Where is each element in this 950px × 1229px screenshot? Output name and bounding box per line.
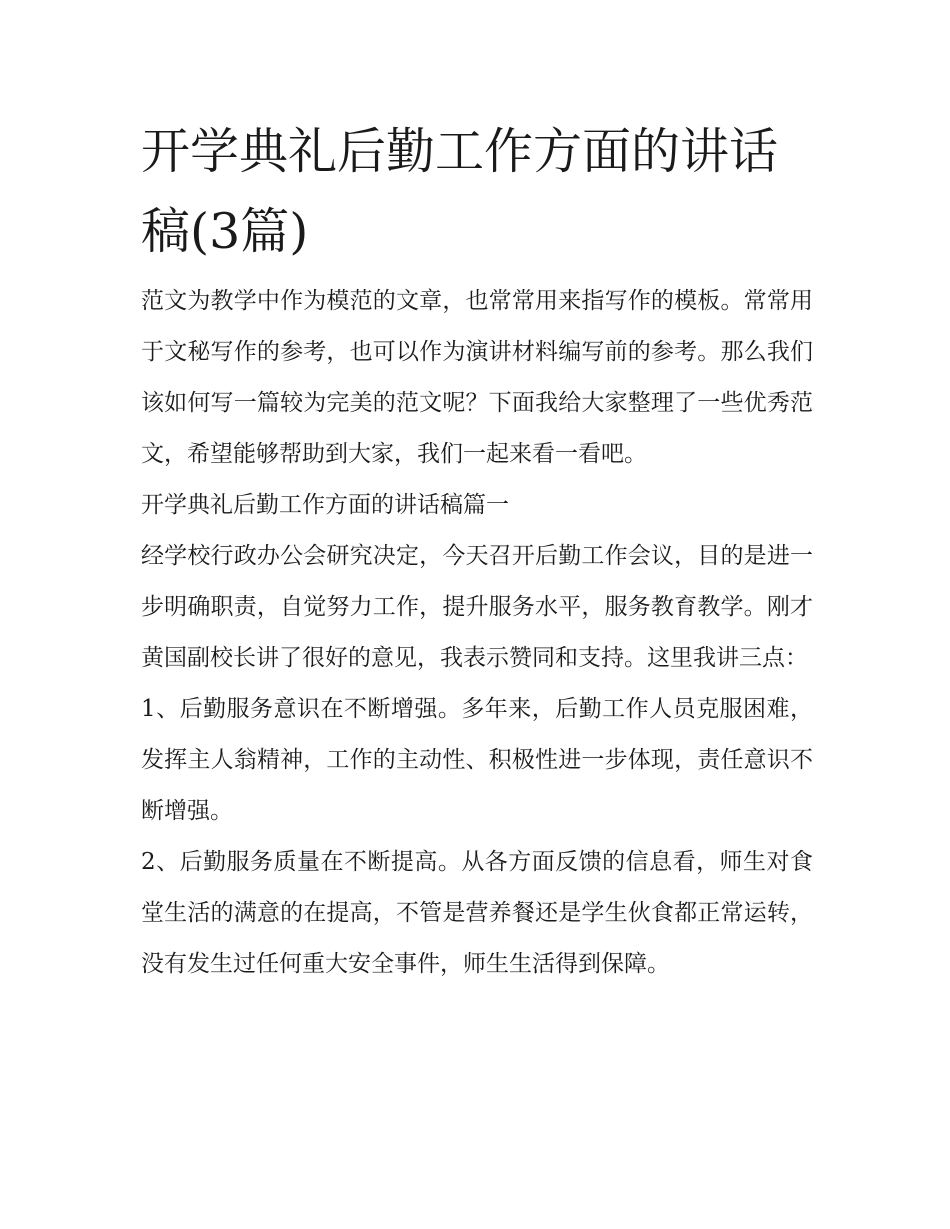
point-two-paragraph: 2、后勤服务质量在不断提高。从各方面反馈的信息看，师生对食堂生活的满意的在提高，不管是营养餐还是学生伙食都正常运转，没有发生过任何重大安全事件，师生生活得到保障。 — [141, 849, 813, 977]
section-heading: 开学典礼后勤工作方面的讲话稿篇一 — [141, 492, 509, 518]
intro-paragraph: 范文为教学中作为模范的文章，也常常用来指写作的模板。常常用于文秘写作的参考，也可以作为演讲材料编写前的参考。那么我们该如何写一篇较为完美的范文呢？下面我给大家整理了一些优秀范文，希望能够帮助到大家，我们一起来看一看吧。 — [141, 288, 813, 467]
document-title: 开学典礼后勤工作方面的讲话稿(3篇) — [141, 123, 779, 260]
body-paragraph: 经学校行政办公会研究决定，今天召开后勤工作会议，目的是进一步明确职责，自觉努力工作，提升服务水平，服务教育教学。刚才黄国副校长讲了很好的意见，我表示赞同和支持。这里我讲三点： — [141, 543, 813, 671]
point-one-paragraph: 1、后勤服务意识在不断增强。多年来，后勤工作人员克服困难，发挥主人翁精神，工作的主动性、积极性进一步体现，责任意识不断增强。 — [141, 696, 813, 824]
document-page — [141, 112, 813, 990]
